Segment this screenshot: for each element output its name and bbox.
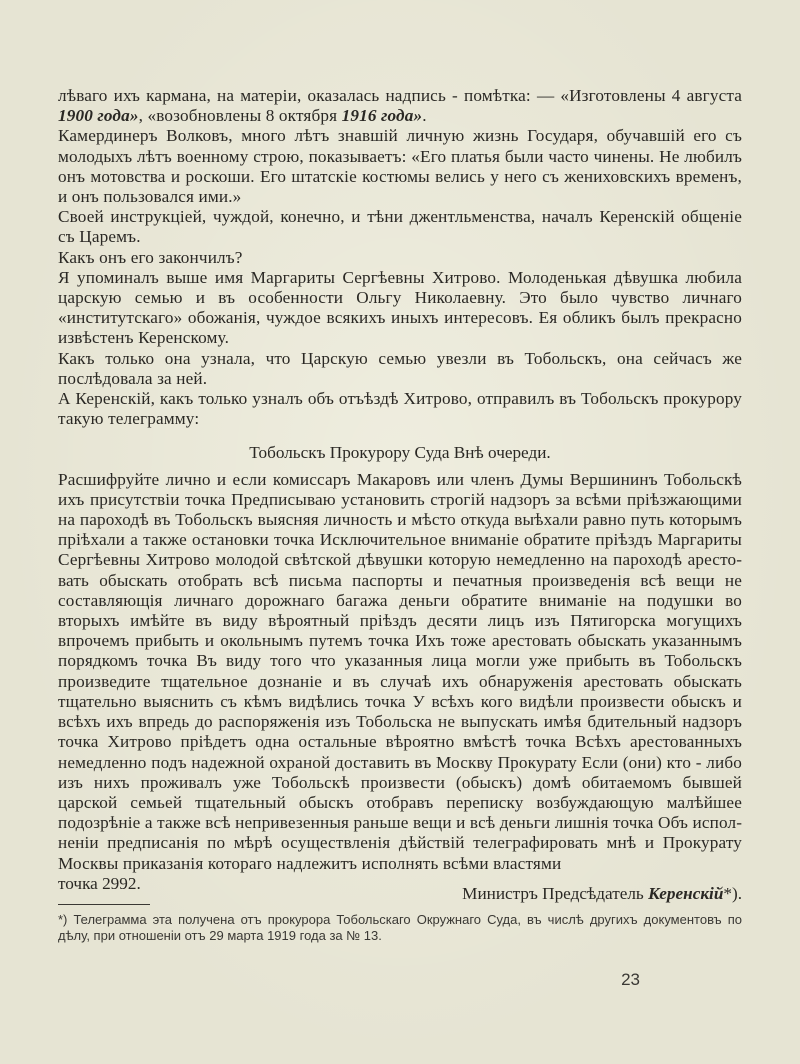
paragraph-1 — [58, 86, 742, 126]
footnote: *) Телеграмма эта получена отъ прокурора Тобольскаго Окружнаго Суда, въ числѣ другихъ документовъ по дѣлу, при отношеніи отъ 29 марта 1919 года за № 13. — [58, 912, 742, 943]
paragraph-4 — [58, 248, 742, 268]
paragraph-5-text: Я упоминалъ выше имя Маргариты Сергѣевны Хитрово. Молоденькая дѣвушка любила царскую семью и въ особенности Ольгу Николаевну. Это было чувство личнаго «институтскаго» обожанія, чуждое всякихъ иныхъ интересовъ. Ея обликъ былъ прекрасно извѣстенъ Керенскому. — [58, 267, 742, 348]
telegram-signature — [462, 884, 742, 904]
paragraph-6 — [58, 349, 742, 389]
telegram-closing: точка 2992. — [58, 873, 141, 893]
paragraph-3 — [58, 207, 742, 247]
signature-title: Министръ Предсѣдатель — [462, 883, 649, 903]
paragraph-1-date-2: 1916 года» — [341, 106, 423, 126]
telegram — [58, 443, 742, 911]
paragraph-1-text-2: , «возобновлены 8 октября — [138, 106, 342, 126]
paragraph-4-text: Какъ онъ его закончилъ? — [58, 247, 243, 267]
paragraph-1-date-1: 1900 года» — [58, 106, 139, 126]
paragraph-5 — [58, 268, 742, 349]
paragraph-6-text: Какъ только она узнала, что Царскую семью увезли въ Тобольскъ, она сейчасъ же послѣдовала за ней. — [58, 348, 742, 388]
telegram-signature-line — [58, 874, 742, 912]
telegram-heading: Тобольскъ Прокурору Суда Внѣ очереди. — [249, 443, 551, 463]
footnote-marker: *). — [723, 883, 742, 903]
paragraph-2 — [58, 126, 742, 207]
paragraph-3-text: Своей инструкціей, чуждой, конечно, и тѣни джентльменства, началъ Керенскій общеніе съ Царемъ. — [58, 207, 742, 247]
paragraph-1-text: лѣваго ихъ кармана, на матеріи, оказалась надпись - помѣтка: — «Изготовлены 4 августа — [58, 86, 742, 105]
footnote-rule — [58, 904, 150, 905]
paragraph-2-text: Камердинеръ Волковъ, много лѣтъ знавшій личную жизнь Государя, обучавшій его съ молодыхъ лѣтъ военному строю, показываетъ: «Его платья были часто чинены. Не любилъ онъ мотовства и роскоши. Его штатскіе костюмы велись у него съ жениховскихъ временъ, и онъ пользовался ими.» — [58, 126, 742, 207]
signature-name: Керенскій — [648, 883, 724, 903]
telegram-body: Расшифруйте лично и если комиссаръ Макаровъ или членъ Думы Вершининъ Тобольскѣ ихъ присутствіи точка Предписываю установить строгій надзоръ за всѣми пріѣзжающими на пароходѣ въ Тобольскъ выясняя личность и мѣсто откуда выѣхали равно путь которымъ пріѣхали а также остановки точка Исключительное вниманіе обратите пріѣздъ Маргариты Сергѣевны Хитрово молодой свѣтской дѣвушки которую немедленно на пароходѣ арестовать обыскать отобрать всѣ письма паспорты и печатныя произведенія всѣ вещи не составляющія личнаго дорожнаго багажа деньги обратите вниманіе на подушки во вторыхъ имѣйте въ виду вѣроятный пріѣздъ десяти лицъ изъ Пятигорска могущихъ впрочемъ прибыть и окольнымъ путемъ точка Ихъ тоже арестовать обыскать указаннымъ порядкомъ точка Въ виду того что указанныя лица могли уже прибыть въ Тобольскъ произведите тщательное дознаніе и въ случаѣ ихъ обнаруженія арестовать обыскать тщательно выяснить съ кѣмъ видѣлись точка У всѣхъ кого видѣли произвести обыскъ и всѣхъ ихъ впредь до распоряженія изъ Тобольска не выпускать имѣя бдительный надзоръ точка Хитрово пріѣдетъ одна остальные вѣроятно вмѣстѣ точка Всѣхъ арестованныхъ немедленно подъ надежной охраной доставить въ Москву Прокурату Если (они) кто - либо изъ нихъ проживалъ уже Тобольскѣ произвести (обыскъ) домѣ обитаемомъ бывшей царской семьей тщательный обыскъ отобравъ переписку возбуждающую малѣйшее подозрѣніе а также всѣ непривезенныя раньше вещи и всѣ деньги лишнія точка Объ исполненіи предписанія по мѣрѣ осуществленія дѣйствій телеграфировать мнѣ и Прокурату Москвы приказанія котораго надлежитъ исполнять всѣми властями — [58, 469, 742, 873]
paragraph-7 — [58, 389, 742, 429]
paragraph-1-text-3: . — [422, 106, 427, 126]
page-number: 23 — [621, 970, 640, 989]
main-text — [58, 86, 742, 912]
paragraph-7-text: А Керенскій, какъ только узналъ объ отъѣздѣ Хитрово, отправилъ въ Тобольскъ прокурору такую телеграмму: — [58, 389, 742, 429]
